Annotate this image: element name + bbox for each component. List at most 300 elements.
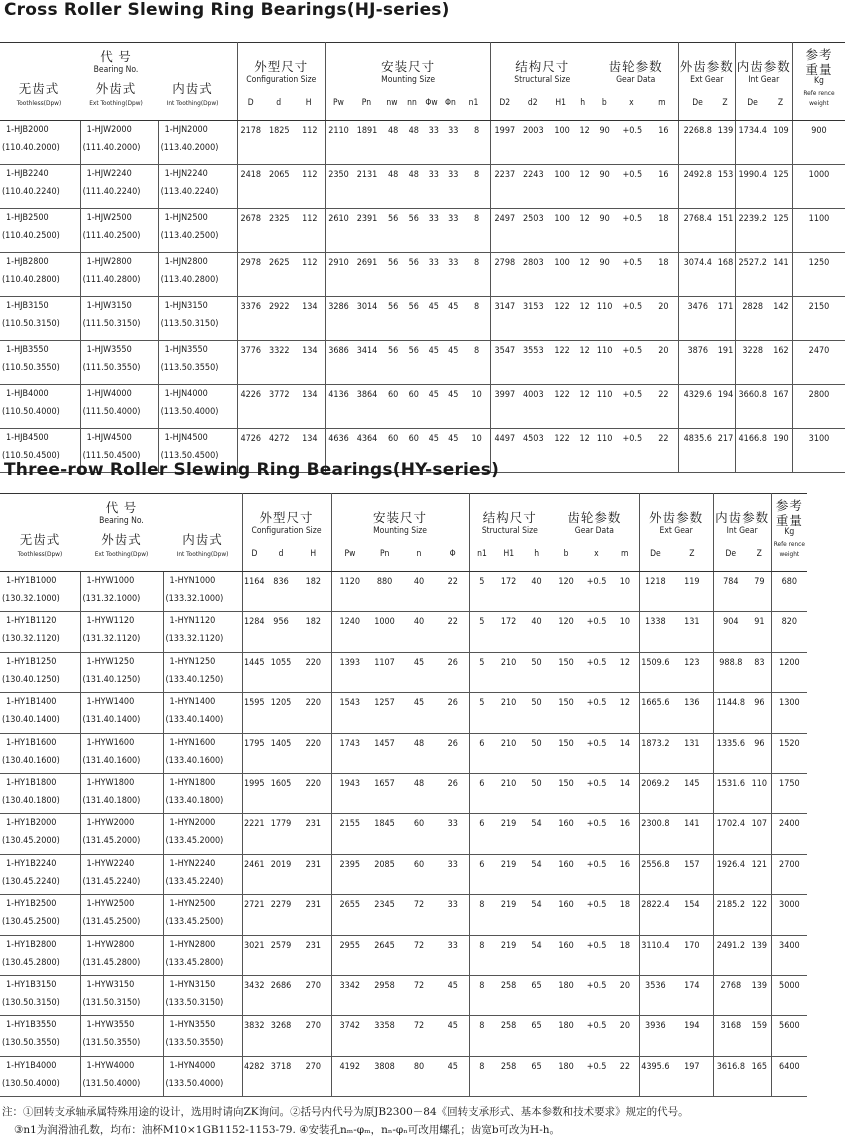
hj-value-cell (717, 121, 735, 165)
hj-value-cell (295, 165, 326, 209)
cell-value: 40 (413, 617, 425, 628)
cell-value: 3021 (243, 940, 265, 951)
cell-value: 231 (305, 859, 322, 870)
hy-value-cell (771, 572, 807, 612)
hy-value-cell (582, 572, 611, 612)
hy-value-cell (469, 652, 494, 692)
cell-value: 150 (558, 657, 574, 668)
hj-subheader-9: n1 (468, 98, 479, 108)
cell-value: 12 (619, 698, 630, 709)
cell-value: 150 (558, 738, 574, 749)
hy-value-cell (671, 814, 713, 854)
cell-value: 100 (554, 170, 570, 180)
hy-intgear-label-en: Int Gear (726, 526, 758, 536)
hy-gear-header (550, 494, 639, 572)
hy-value-cell (671, 975, 713, 1015)
hy-value-cell (639, 612, 671, 652)
hj-code-cell (80, 209, 158, 253)
hy-value-cell (582, 814, 611, 854)
hy-value-cell (331, 895, 368, 935)
hj-int-label: 内齿式 (172, 81, 213, 96)
hj-weight-label-ref_en2: Refe rence (803, 89, 835, 97)
bearing-alt-code: (130.32.1000) (2, 594, 60, 604)
cell-value: 60 (413, 819, 425, 830)
hj-value-cell (616, 253, 649, 297)
bearing-code: 1-HY1B3550 (6, 1020, 57, 1031)
cell-value: 194 (684, 1021, 700, 1032)
hj-value-cell (463, 341, 491, 385)
cell-value: 2655 (339, 900, 361, 911)
hy-value-cell (331, 612, 368, 652)
cell-value: 220 (305, 698, 322, 709)
hj-value-cell (443, 165, 463, 209)
cell-value: 122 (554, 434, 570, 444)
cell-value: 172 (500, 617, 517, 628)
hy-struct-label: 结构尺寸 (482, 510, 537, 525)
hj-value-cell (518, 209, 548, 253)
hy-subheader-9: h (534, 549, 540, 559)
hj-value-cell (593, 385, 616, 429)
hy-value-cell (401, 612, 437, 652)
cell-value: 12 (579, 302, 590, 312)
hy-value-cell (242, 975, 266, 1015)
bearing-alt-code: (131.32.1000) (82, 594, 141, 604)
hy-value-cell (550, 733, 582, 773)
hy-value-cell (331, 975, 368, 1015)
bearing-code: 1-HYN2240 (169, 858, 216, 869)
hy-code-cell (80, 1016, 163, 1056)
hy-value-cell (494, 612, 523, 652)
cell-value: 1702.4 (716, 819, 746, 830)
bearing-code: 1-HYN1120 (169, 616, 216, 627)
hj-gear-header (593, 43, 678, 121)
cell-value: 2178 (240, 126, 262, 136)
hj-ext-label: 外齿式 (95, 81, 137, 96)
cell-value: 1657 (374, 778, 395, 789)
hy-value-cell (748, 612, 771, 652)
hj-value-cell (403, 165, 424, 209)
hy-value-cell (671, 612, 713, 652)
bearing-code: 1-HY1B4000 (6, 1060, 57, 1071)
hy-value-cell (550, 854, 582, 894)
hy-value-cell (469, 975, 494, 1015)
hy-config-header (242, 494, 331, 572)
hy-value-cell (639, 773, 671, 813)
cell-value: 12 (579, 258, 590, 268)
hj-value-cell (792, 297, 845, 341)
cell-value: 160 (558, 940, 574, 951)
cell-value: 258 (500, 1061, 517, 1072)
cell-value: 2492.8 (683, 170, 712, 180)
cell-value: 4136 (328, 390, 349, 400)
hy-code-cell (0, 814, 80, 854)
bearing-code: 1-HJN2800 (164, 257, 208, 267)
hy-value-cell (401, 773, 437, 813)
bearing-alt-code: (111.40.2240) (82, 187, 141, 197)
hj-config-label: 外型尺寸 (254, 59, 309, 74)
cell-value: 3547 (494, 346, 516, 356)
cell-value: 168 (717, 258, 734, 268)
cell-value: 50 (531, 657, 542, 668)
cell-value: 2470 (808, 346, 830, 356)
hj-code-label: 代 号 (100, 49, 132, 64)
hy-value-cell (331, 733, 368, 773)
table-row (0, 165, 845, 209)
hy-code-cell (163, 733, 242, 773)
hy-value-cell (523, 572, 550, 612)
cell-value: 2279 (270, 900, 292, 911)
hy-value-cell (331, 693, 368, 733)
cell-value: 134 (302, 390, 318, 400)
cell-value: 1445 (243, 657, 265, 668)
hy-value-cell (368, 773, 401, 813)
bearing-code: 1-HJB3150 (6, 301, 49, 311)
hj-value-cell (295, 341, 326, 385)
bearing-code: 1-HJN4000 (164, 389, 208, 399)
hy-value-cell (550, 572, 582, 612)
hy-code-cell (80, 652, 163, 692)
hy-value-cell (401, 935, 437, 975)
hj-value-cell (770, 385, 793, 429)
cell-value: 125 (773, 170, 789, 180)
cell-value: 231 (305, 819, 322, 830)
bearing-alt-code: (130.40.1250) (2, 674, 60, 685)
cell-value: 110 (751, 778, 768, 789)
hy-value-cell (550, 773, 582, 813)
bearing-code: 1-HYW2000 (86, 818, 135, 829)
hj-code-header (0, 43, 237, 121)
hy-value-cell (713, 572, 748, 612)
cell-value: 1257 (374, 698, 395, 709)
hj-value-cell (351, 297, 383, 341)
hj-value-cell (443, 121, 463, 165)
cell-value: 2798 (494, 258, 516, 268)
hy-value-cell (296, 975, 331, 1015)
bearing-code: 1-HY1B2800 (6, 939, 57, 950)
hj-value-cell (576, 297, 593, 341)
hj-value-cell (548, 209, 576, 253)
hy-value-cell (469, 773, 494, 813)
hj-value-cell (616, 121, 649, 165)
cell-value: 956 (273, 617, 289, 628)
hy-value-cell (368, 572, 401, 612)
hj-value-cell (518, 429, 548, 473)
cell-value: 1335.6 (716, 738, 746, 749)
bearing-alt-code: (113.50.4500) (160, 451, 219, 461)
hy-subheader-16: Z (756, 549, 762, 559)
cell-value: 22 (619, 1061, 630, 1072)
bearing-alt-code: (110.40.2500) (2, 231, 60, 241)
bearing-code: 1-HY1B1400 (6, 697, 57, 708)
hy-value-cell (266, 693, 296, 733)
hj-value-cell (491, 209, 519, 253)
cell-value: 1100 (808, 214, 830, 224)
bearing-alt-code: (131.45.2500) (82, 917, 141, 928)
cell-value: 4192 (339, 1061, 361, 1072)
cell-value: 16 (658, 126, 669, 136)
cell-value: 20 (658, 302, 669, 312)
cell-value: 136 (684, 698, 700, 709)
cell-value: 91 (754, 617, 765, 628)
cell-value: 2221 (243, 819, 265, 830)
hj-value-cell (325, 165, 351, 209)
cell-value: 258 (500, 980, 517, 991)
table-row (0, 572, 845, 612)
hy-code-cell (80, 895, 163, 935)
cell-value: 180 (558, 1061, 574, 1072)
hj-struct-label: 结构尺寸 (515, 59, 570, 74)
hj-value-cell (792, 385, 845, 429)
bearing-code: 1-HYN1800 (169, 777, 216, 788)
hj-value-cell (295, 297, 326, 341)
hy-code-cell (80, 1056, 163, 1096)
cell-value: 48 (413, 738, 425, 749)
hj-value-cell (735, 385, 770, 429)
hy-value-cell (523, 1016, 550, 1056)
cell-value: 12 (579, 126, 590, 136)
bearing-alt-code: (131.40.1250) (82, 674, 141, 685)
hy-value-cell (671, 572, 713, 612)
hj-subheader-3: Pw (333, 98, 344, 108)
cell-value: 3832 (243, 1021, 265, 1032)
bearing-alt-code: (131.45.2800) (82, 957, 141, 968)
bearing-code: 1-HYN3550 (169, 1020, 216, 1031)
hy-value-cell (550, 1016, 582, 1056)
cell-value: 48 (388, 126, 399, 136)
hj-value-cell (792, 165, 845, 209)
bearing-code: 1-HYW1120 (86, 616, 135, 627)
table-row (0, 385, 845, 429)
hy-value-cell (331, 652, 368, 692)
hj-intgear-header (735, 43, 792, 121)
hy-ext-label-en: Ext Toothing(Dpw) (94, 550, 149, 558)
hy-extgear-label: 外齿参数 (649, 510, 704, 525)
cell-value: +0.5 (586, 657, 607, 668)
hj-value-cell (679, 429, 717, 473)
hj-value-cell (576, 253, 593, 297)
bearing-alt-code: (110.50.4500) (2, 451, 60, 461)
hj-value-cell (237, 121, 264, 165)
hy-value-cell (242, 652, 266, 692)
cell-value: 110 (596, 302, 613, 312)
hy-value-cell (771, 773, 807, 813)
hj-code-cell (80, 253, 158, 297)
bearing-alt-code: (130.32.1120) (2, 634, 60, 645)
hj-value-cell (403, 253, 424, 297)
hy-extgear-header (639, 494, 713, 572)
cell-value: 220 (305, 738, 322, 749)
cell-value: 219 (500, 859, 517, 870)
bearing-alt-code: (130.45.2800) (2, 957, 60, 968)
hj-value-cell (792, 429, 845, 473)
hj-code-cell (0, 385, 80, 429)
hj-value-cell (593, 429, 616, 473)
cell-value: 1531.6 (716, 778, 746, 789)
hj-value-cell (351, 209, 383, 253)
hj-value-cell (593, 253, 616, 297)
hj-code-cell (0, 297, 80, 341)
cell-value: 14 (619, 778, 630, 789)
cell-value: 16 (658, 170, 669, 180)
bearing-code: 1-HY1B2500 (6, 899, 57, 910)
cell-value: 3772 (268, 390, 290, 400)
hy-subheader-15: De (725, 549, 737, 559)
hj-value-cell (295, 209, 326, 253)
hy-value-cell (550, 1056, 582, 1096)
hj-value-cell (649, 429, 679, 473)
cell-value: 65 (531, 980, 542, 991)
bearing-code: 1-HYN2000 (169, 818, 216, 829)
hy-value-cell (296, 733, 331, 773)
hy-value-cell (368, 814, 401, 854)
hj-value-cell (443, 209, 463, 253)
cell-value: 1250 (808, 258, 830, 268)
hj-subheader-2: H (305, 98, 312, 108)
cell-value: 3876 (687, 346, 709, 356)
hj-value-cell (351, 341, 383, 385)
cell-value: 100 (554, 214, 570, 224)
hy-value-cell (748, 693, 771, 733)
bearing-code: 1-HYW1250 (86, 656, 135, 667)
cell-value: 4329.6 (683, 390, 712, 400)
cell-value: 20 (658, 346, 669, 356)
hy-value-cell (266, 612, 296, 652)
hj-value-cell (403, 385, 424, 429)
cell-value: +0.5 (622, 434, 643, 444)
hy-weight-label-ref_en1: Kg (784, 527, 795, 537)
cell-value: 4282 (243, 1061, 265, 1072)
cell-value: 3376 (240, 302, 262, 312)
cell-value: 26 (447, 698, 458, 709)
bearing-code: 1-HY1B3150 (6, 979, 57, 990)
hj-toothless-label-en: Toothless(Dpw) (16, 99, 62, 107)
hj-value-cell (792, 253, 845, 297)
hj-value-cell (237, 297, 264, 341)
hj-value-cell (616, 297, 649, 341)
cell-value: 3432 (243, 980, 265, 991)
cell-value: 22 (658, 434, 669, 444)
table-row (0, 935, 845, 975)
cell-value: 56 (408, 258, 419, 268)
hj-value-cell (491, 253, 519, 297)
hj-value-cell (616, 385, 649, 429)
hj-value-cell (443, 253, 463, 297)
cell-value: 65 (531, 1021, 542, 1032)
hy-value-cell (331, 854, 368, 894)
cell-value: 3153 (523, 302, 544, 312)
hy-value-cell (523, 733, 550, 773)
cell-value: 33 (447, 819, 458, 830)
cell-value: 5000 (779, 980, 800, 991)
hj-value-cell (424, 385, 444, 429)
hy-value-cell (611, 1016, 639, 1056)
cell-value: 134 (302, 434, 318, 444)
cell-value: 121 (751, 859, 768, 870)
hj-value-cell (735, 341, 770, 385)
hy-value-cell (469, 572, 494, 612)
cell-value: 3553 (523, 346, 544, 356)
hy-toothless-label-en: Toothless(Dpw) (17, 550, 63, 558)
cell-value: 18 (619, 900, 630, 911)
hy-value-cell (713, 1016, 748, 1056)
hj-value-cell (548, 121, 576, 165)
cell-value: 157 (684, 859, 700, 870)
bearing-alt-code: (131.45.2240) (82, 876, 141, 887)
cell-value: 10 (471, 434, 482, 444)
hy-value-cell (771, 854, 807, 894)
cell-value: 2300.8 (641, 819, 670, 830)
hj-value-cell (735, 253, 770, 297)
cell-value: 56 (388, 214, 399, 224)
cell-value: 150 (558, 778, 574, 789)
hj-value-cell (593, 341, 616, 385)
cell-value: 107 (751, 819, 768, 830)
hj-subheader-6: nn (407, 98, 417, 108)
hj-subheader-7: Φw (425, 98, 438, 108)
hy-value-cell (748, 1016, 771, 1056)
hy-value-cell (494, 935, 523, 975)
hj-subheader-11: d2 (527, 98, 538, 108)
cell-value: 100 (554, 258, 570, 268)
hj-value-cell (593, 165, 616, 209)
hy-value-cell (771, 814, 807, 854)
hy-struct-header (469, 494, 550, 572)
hy-code-cell (163, 814, 242, 854)
hy-value-cell (639, 652, 671, 692)
cell-value: 197 (684, 1061, 700, 1072)
cell-value: 100 (554, 126, 570, 136)
hy-subheader-12: m (620, 549, 629, 559)
hj-value-cell (770, 341, 793, 385)
hj-value-cell (717, 209, 735, 253)
table-row (0, 1056, 845, 1096)
cell-value: 159 (751, 1021, 768, 1032)
cell-value: 56 (388, 346, 399, 356)
cell-value: 3997 (494, 390, 516, 400)
hy-subheader-5: n (416, 549, 422, 559)
hy-value-cell (296, 693, 331, 733)
cell-value: 2003 (523, 126, 544, 136)
hy-value-cell (437, 733, 469, 773)
bearing-alt-code: (113.50.4000) (160, 407, 219, 417)
hy-value-cell (437, 975, 469, 1015)
hy-code-label-en: Bearing No. (99, 516, 144, 526)
cell-value: 8 (479, 940, 485, 951)
hy-value-cell (469, 1056, 494, 1096)
hj-value-cell (383, 341, 404, 385)
hj-value-cell (443, 341, 463, 385)
cell-value: 2625 (268, 258, 290, 268)
bearing-alt-code: (133.32.1120) (165, 634, 224, 645)
hy-value-cell (748, 975, 771, 1015)
cell-value: 3228 (742, 346, 763, 356)
cell-value: 180 (558, 980, 574, 991)
hj-value-cell (237, 253, 264, 297)
footnote-line-1: 注：①回转支承轴承属特殊用途的设计，选用时请向ZK询问。②括号内代号为原JB2300－84《回转支承形式、基本参数和技术要求》规定的代号。 (2, 1106, 689, 1118)
cell-value: 2391 (356, 214, 378, 224)
bearing-code: 1-HY1B1800 (6, 777, 57, 788)
cell-value: 4003 (523, 390, 544, 400)
hy-value-cell (266, 895, 296, 935)
hj-value-cell (325, 297, 351, 341)
cell-value: 141 (773, 258, 789, 268)
cell-value: 151 (717, 214, 734, 224)
bearing-alt-code: (110.40.2800) (2, 275, 60, 285)
cell-value: 90 (599, 126, 610, 136)
cell-value: 40 (531, 577, 542, 587)
hy-int-label: 内齿式 (182, 532, 223, 547)
hy-code-cell (0, 1056, 80, 1096)
